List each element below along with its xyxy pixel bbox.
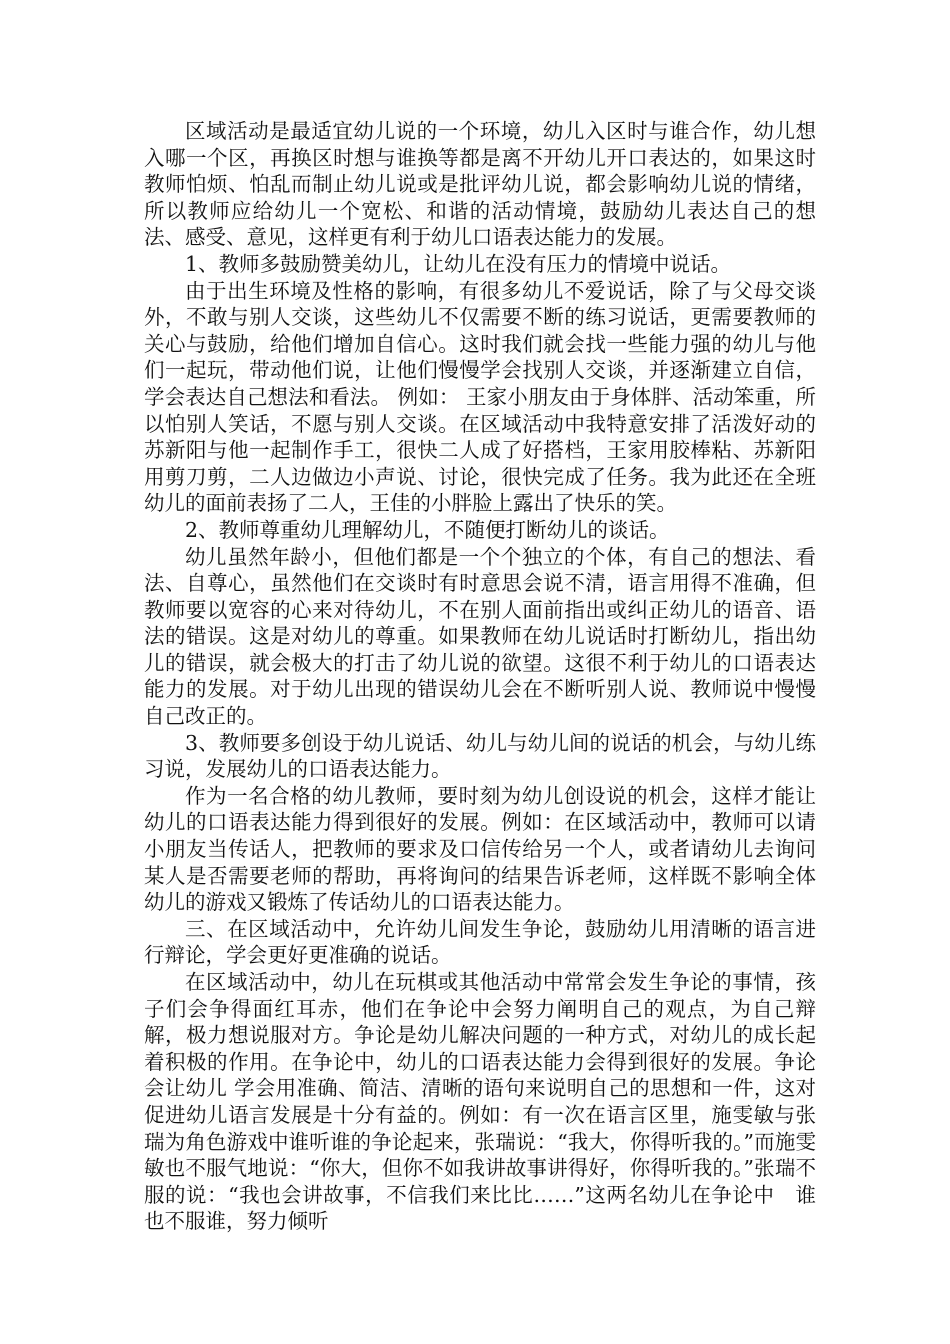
heading-section-3: 三、在区域活动中，允许幼儿间发生争论，鼓励幼儿用清晰的语言进行辩论，学会更好更准确的说话。 [144, 916, 816, 968]
heading-point-2: 2、教师尊重幼儿理解幼儿，不随便打断幼儿的谈话。 [185, 517, 670, 542]
heading-point-1: 1、教师多鼓励赞美幼儿，让幼儿在没有压力的情境中说话。 [185, 251, 732, 276]
heading-point-3: 3、教师要多创设于幼儿说话、幼儿与幼儿间的说话的机会，与幼儿练习说，发展幼儿的口语表达能力。 [144, 730, 816, 782]
paragraph-point-1: 由于出生环境及性格的影响，有很多幼儿不爱说话，除了与父母交谈外，不敢与别人交谈，这些幼儿不仅需要不断的练习说话，更需要教师的关心与鼓励，给他们增加自信心。这时我们就会找一些能力强的幼儿与他们一起玩，带动他们说，让他们慢慢学会找别人交谈，并逐渐建立自信，学会表达自己想法和看法。 例如： 王家小朋友由于身体胖、活动笨重，所以怕别人笑话，不愿与别人交谈。在区域活动中我特意安排了活泼好动的苏新阳与他一起制作手工，很快二人成了好搭档，王家用胶棒粘、苏新阳用剪刀剪，二人边做边小声说、讨论，很快完成了任务。我为此还在全班幼儿的面前表扬了二人，王佳的小胖脸上露出了快乐的笑。 [144, 278, 816, 516]
paragraph-point-2: 幼儿虽然年龄小，但他们都是一个个独立的个体，有自己的想法、看法、自尊心，虽然他们在交谈时有时意思会说不清，语言用得不准确，但教师要以宽容的心来对待幼儿，不在别人面前指出或纠正幼儿的语音、语法的错误。这是对幼儿的尊重。如果教师在幼儿说话时打断幼儿，指出幼儿的错误，就会极大的打击了幼儿说的欲望。这很不利于幼儿的口语表达能力的发展。对于幼儿出现的错误幼儿会在不断听别人说、教师说中慢慢自己改正的。 [144, 544, 816, 729]
paragraph-section-3: 在区域活动中，幼儿在玩棋或其他活动中常常会发生争论的事情，孩子们会争得面红耳赤，他们在争论中会努力阐明自己的观点，为自己辩解，极力想说服对方。争论是幼儿解决问题的一种方式，对幼儿的成长起着积极的作用。在争论中，幼儿的口语表达能力会得到很好的发展。争论会让幼儿 学会用准确、简洁、清晰的语句来说明自己的思想和一件，这对促进幼儿语言发展是十分有益的。例如：有一次在语言区里，施雯敏与张瑞为角色游戏中谁听谁的争论起来，张瑞说：“我大，你得听我的。”而施雯敏也不服气地说：“你大，但你不如我讲故事讲得好，你得听我的。”张瑞不服的说：“我也会讲故事，不信我们来比比……”这两名幼儿在争论中 谁也不服谁，努力倾听 [144, 970, 816, 1234]
paragraph-intro: 区域活动是最适宜幼儿说的一个环境，幼儿入区时与谁合作，幼儿想入哪一个区，再换区时想与谁换等都是离不开幼儿开口表达的，如果这时教师怕烦、怕乱而制止幼儿说或是批评幼儿说，都会影响幼儿说的情绪，所以教师应给幼儿一个宽松、和谐的活动情境，鼓励幼儿表达自己的想法、感受、意见，这样更有利于幼儿口语表达能力的发展。 [144, 119, 816, 250]
paragraph-point-3: 作为一名合格的幼儿教师，要时刻为幼儿创设说的机会，这样才能让幼儿的口语表达能力得到很好的发展。例如：在区域活动中，教师可以请小朋友当传话人，把教师的要求及口信传给另一个人，或者请幼儿去询问某人是否需要老师的帮助，再将询问的结果告诉老师，这样既不影响全体幼儿的游戏又锻炼了传话幼儿的口语表达能力。 [144, 783, 816, 915]
document-body [144, 118, 816, 1235]
